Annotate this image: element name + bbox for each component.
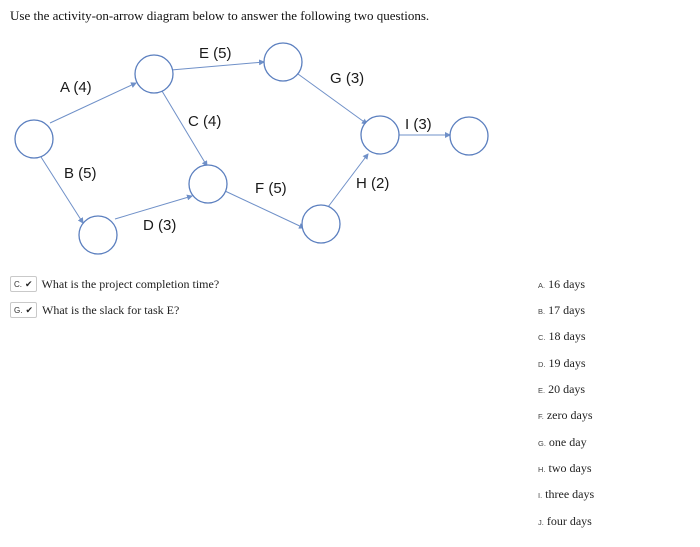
option-text: four days <box>546 514 592 528</box>
answer-option <box>538 408 593 424</box>
option-text: three days <box>545 487 595 501</box>
node-1 <box>15 120 53 158</box>
activity-h-label: H (2) <box>356 175 390 192</box>
answer-option <box>538 514 592 530</box>
option-letter: J. <box>538 518 544 527</box>
option-text: 20 days <box>548 382 586 396</box>
activity-a-label: A (4) <box>60 79 92 96</box>
option-text: zero days <box>546 408 593 422</box>
activity-d-label: D (3) <box>143 217 177 234</box>
node-7 <box>361 116 399 154</box>
option-text: two days <box>548 461 592 475</box>
option-letter: A. <box>538 281 546 290</box>
option-letter: G. <box>538 439 546 448</box>
question-text: What is the project completion time? <box>41 276 220 291</box>
answer-select[interactable] <box>10 302 37 318</box>
answer-select-value: C. <box>14 279 22 289</box>
option-letter: I. <box>538 491 543 500</box>
node-3 <box>79 216 117 254</box>
option-text: 16 days <box>548 277 586 291</box>
activity-c-label: C (4) <box>188 113 222 130</box>
answer-option <box>538 487 594 503</box>
option-text: one day <box>548 435 587 449</box>
node-2 <box>135 55 173 93</box>
question-text: What is the slack for task E? <box>42 302 180 317</box>
question-row <box>10 275 219 293</box>
answer-option <box>538 382 585 398</box>
option-letter: B. <box>538 307 546 316</box>
option-letter: C. <box>538 333 546 342</box>
node-8 <box>450 117 488 155</box>
question-row <box>10 301 179 319</box>
option-letter: D. <box>538 360 546 369</box>
node-6 <box>302 205 340 243</box>
chevron-down-icon: ✔ <box>25 278 33 289</box>
option-text: 18 days <box>548 329 586 343</box>
activity-f-label: F (5) <box>255 180 287 197</box>
option-text: 19 days <box>548 356 586 370</box>
option-letter: E. <box>538 386 546 395</box>
activity-d-arrow <box>115 196 192 219</box>
answer-option <box>538 329 586 345</box>
answer-option <box>538 356 586 372</box>
activity-b-label: B (5) <box>64 165 97 182</box>
activity-on-arrow-diagram <box>0 0 700 260</box>
answer-option <box>538 461 592 477</box>
answer-option <box>538 277 585 293</box>
node-5 <box>264 43 302 81</box>
answer-option <box>538 303 585 319</box>
instructions-text: Use the activity-on-arrow diagram below to answer the following two questions. <box>10 8 430 23</box>
activity-i-label: I (3) <box>405 116 432 133</box>
chevron-down-icon: ✔ <box>25 304 33 315</box>
answer-option <box>538 435 587 451</box>
answer-select[interactable] <box>10 276 37 292</box>
node-4 <box>189 165 227 203</box>
activity-e-label: E (5) <box>199 45 232 62</box>
option-letter: H. <box>538 465 546 474</box>
option-letter: F. <box>538 412 544 421</box>
answer-select-value: G. <box>14 305 23 315</box>
activity-g-label: G (3) <box>330 70 365 87</box>
activity-e-arrow <box>171 62 264 70</box>
option-text: 17 days <box>548 303 586 317</box>
